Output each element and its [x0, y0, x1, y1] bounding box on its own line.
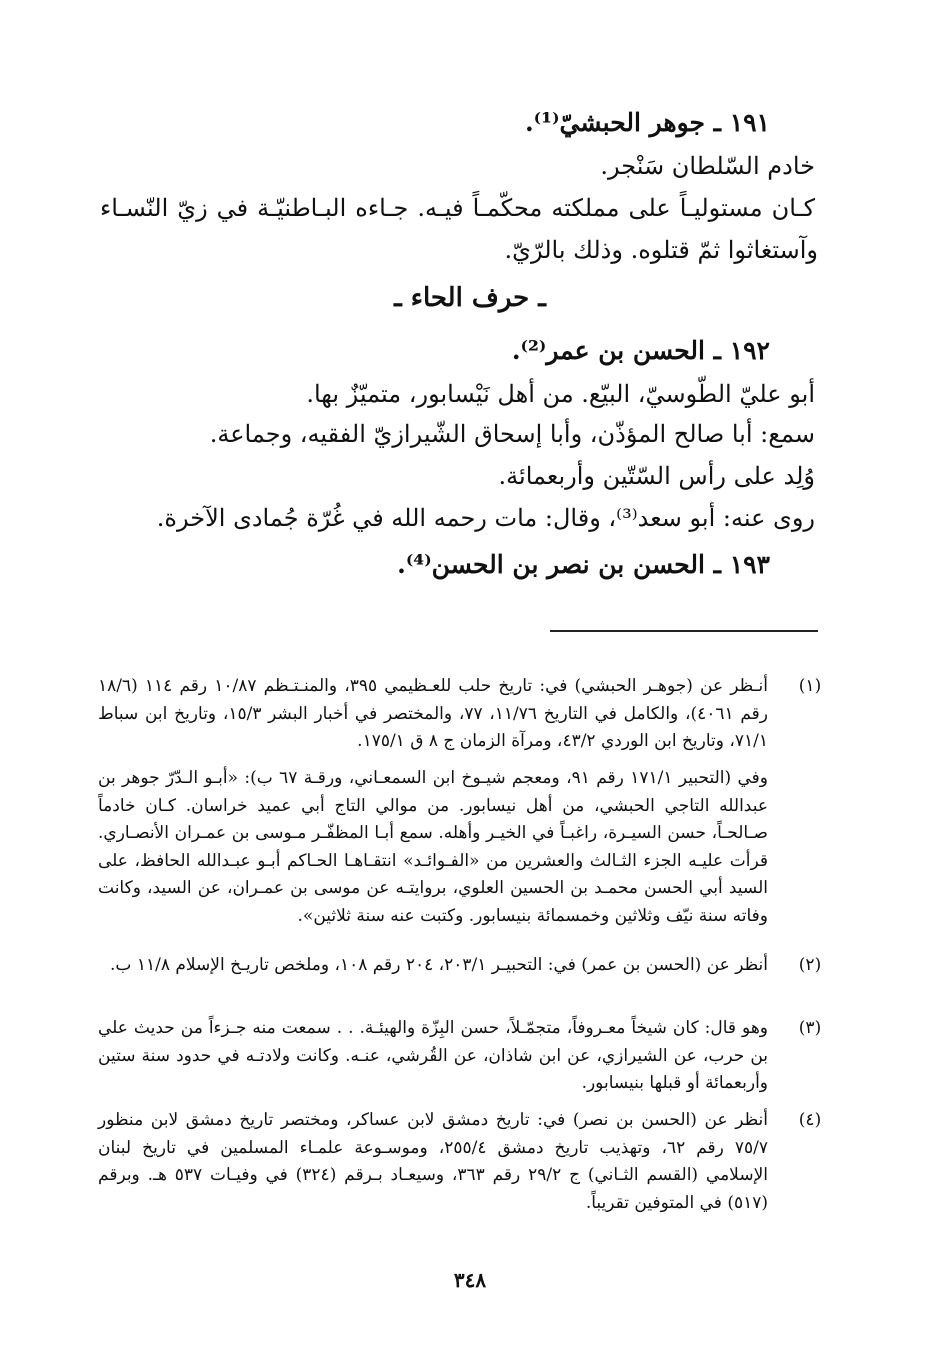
entry-191-title: ١٩١ ـ جوهر الحبشيّ⁽¹⁾. [524, 108, 770, 137]
footnote-1-continuation: وفي (التحبير ١٧١/١ رقم ٩١، ومعجم شيـوخ ابن السمعـاني، ورقـة ٦٧ ب): «أبـو الـدّرّ جوهر بن عبدالله التاجي الحبشي، من أهل نيسابور. من موالي التاج أبي عميد خراسان. كـان خادماً صـالحـاً، حسن السيـرة، راغبـاً في الخيـر وأهله. سمع أبـا المظفّـر مـوسى بن عمـران الأنصـاري. قرأت عليـه الجزء الثـالث والعشرين من «الفـوائـد» انتقـاهـا الحـاكم أبـو عبـدالله الحافظ، على السيد أبي الحسن محمـد بن الحسين العلوي، بروايتـه عن موسى بن عمـران، عن السيد، وكانت وفاته سنة نيّف وثلاثين وخمسمائة بنيسابور. وكتبت عنه سنة ثلاثين». [98, 768, 768, 926]
entry-192-line-2: سمع: أبا صالح المؤذّن، وأبا إسحاق الشّيرازيّ الفقيه، وجماعة. [209, 420, 815, 448]
footnote-2-text: أنظر عن (الحسن بن عمر) في: التحبيـر ٢٠٣/١، ٢٠٤ رقم ١٠٨، وملخص تاريـخ الإسلام ١١/٨ ب. [110, 955, 768, 975]
entry-192-line-4: روى عنه: أبو سعد⁽³⁾، وقال: مات رحمه الله في غُرّة جُمادى الآخرة. [156, 504, 815, 532]
entry-192-title: ١٩٢ ـ الحسن بن عمر⁽²⁾. [511, 336, 770, 365]
entry-191-line-2: كـان مستوليـاً على مملكته محكّمـاً فيـه. جـاءه البـاطنيّـة في زيّ النّسـاء [100, 194, 815, 222]
entry-192-line-3: وُلِد على رأس السّتّين وأربعمائة. [498, 462, 815, 490]
entry-192-line-1: أبو عليّ الطّوسيّ، البيّع. من أهل نَيْسابور، متميّزٌ بها. [306, 380, 815, 408]
footnote-3-text: وهو قال: كان شيخاً معـروفاً، متجمّـلاً، حسن البِزّة والهيئـة. . . سمعت منه جـزءاً من حديث علي بن حرب، عن الشيرازي، عن ابن شاذان، عن القُرشي، عنـه. وكانت ولادتـه في حدود سنة ستين وأربعمائة أو قبلها بنيسابور. [98, 1018, 768, 1093]
footnote-1-number: (١) [798, 676, 822, 696]
footnote-1-text: أنـظر عن (جوهـر الحبشي) في: تاريخ حلب للعـظيمي ٣٩٥، والمنـتـظم ١٠/٨٧ رقم ١١٤ (١٨/٦ رقم ٤٠٦١)، والكامل في التاريخ ١١/٧٦، ٧٧، والمختصر في أخبار البشر ١٥/٣، وتاريخ ابن سباط ٧١/١، وتاريخ ابن الوردي ٤٣/٢، ومرآة الزمان ج ٨ ق ١٧٥/١. [98, 676, 769, 751]
page-number: ٣٤٨ [453, 1268, 487, 1292]
footnote-4-text: أنظر عن (الحسن بن نصر) في: تاريخ دمشق لابن عساكر، ومختصر تاريخ دمشق لابن منظور ٧٥/٧ رقم ٦٢، وتهذيب تاريخ دمشق ٢٥٥/٤، وموسـوعة علمـاء المسلمين في تاريخ لبنان الإسلامي (القسم الثـاني) ج ٢٩/٢ رقم ٣٦٣، وسيعـاد بـرقم (٣٢٤) في وفيـات ٥٣٧ هـ. وبرقم (٥١٧) في المتوفين تقريباً. [98, 1110, 768, 1213]
entry-191-line-3: وآستغاثوا ثمّ قتلوه. وذلك بالرّيّ. [504, 236, 818, 264]
footnote-2-number: (٢) [798, 955, 822, 975]
footnote-3-number: (٣) [798, 1018, 822, 1038]
footnote-separator [550, 630, 818, 632]
section-heading: ـ حرف الحاء ـ [394, 283, 546, 313]
entry-193-title: ١٩٣ ـ الحسن بن نصر بن الحسن⁽⁴⁾. [397, 550, 770, 579]
footnote-4-number: (٤) [798, 1110, 822, 1130]
entry-191-line-1: خادم السّلطان سَنْجر. [600, 152, 815, 180]
